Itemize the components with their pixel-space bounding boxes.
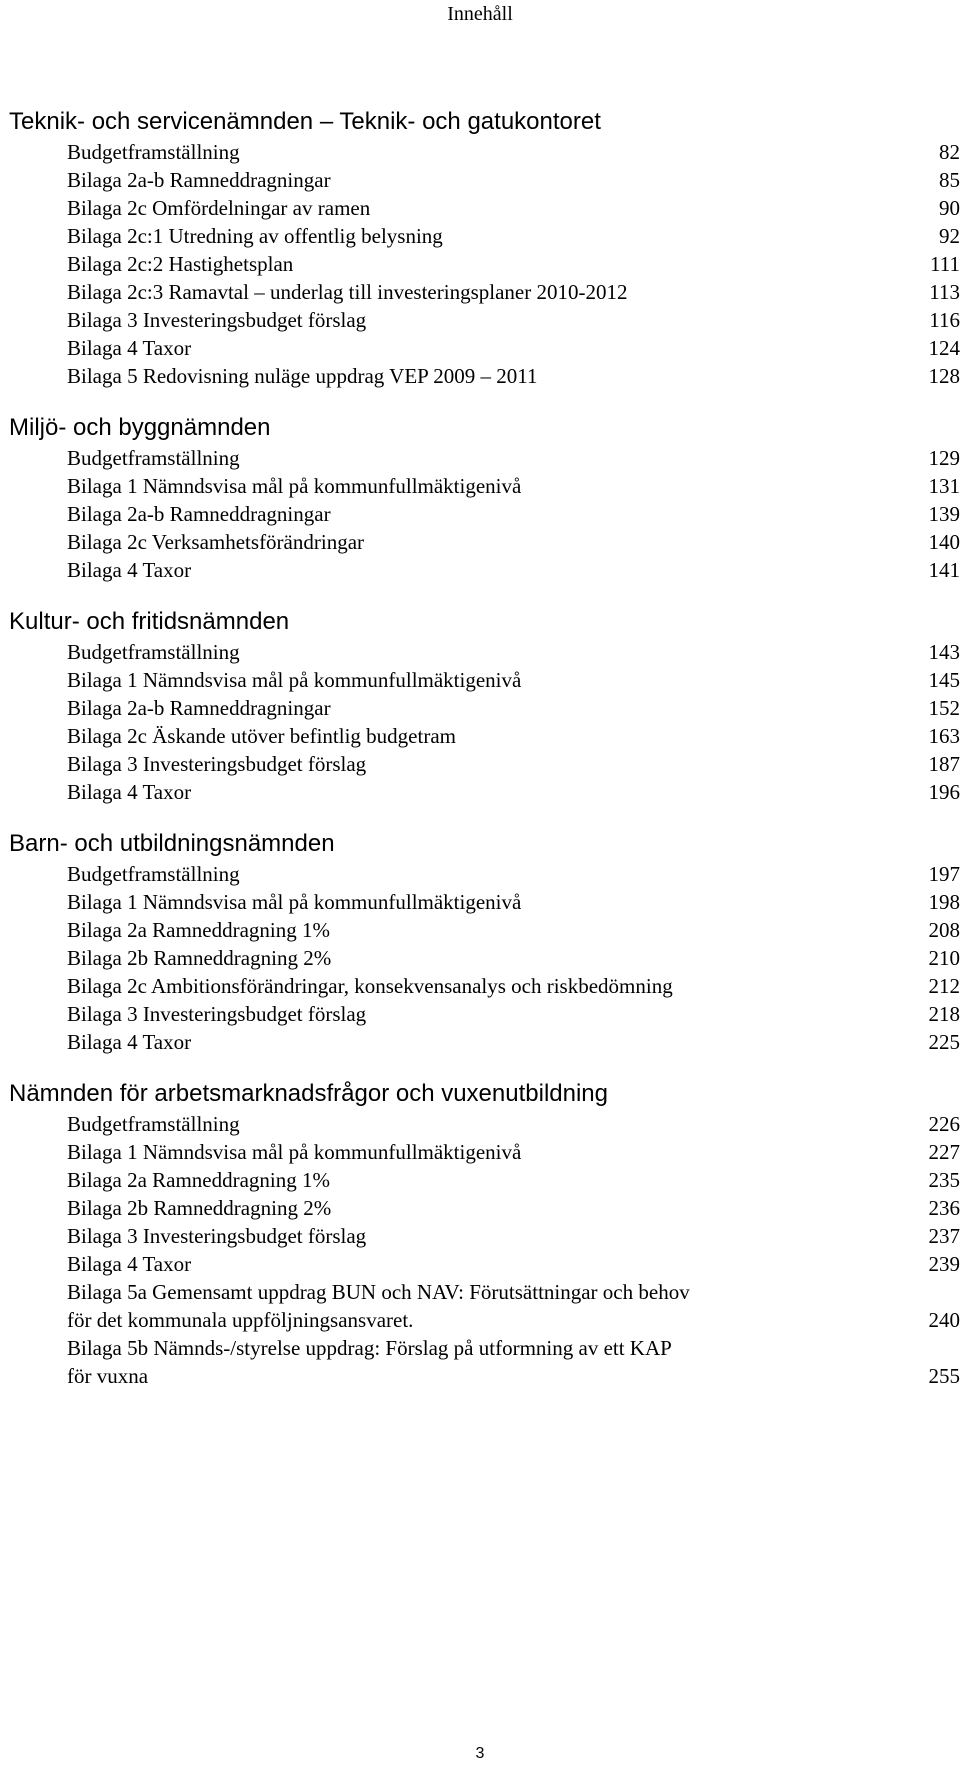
- toc-entry[interactable]: [9, 750, 960, 778]
- entry-page: 196: [928, 780, 960, 804]
- entry-page: 255: [928, 1364, 960, 1388]
- entry-title: Bilaga 4 Taxor: [67, 780, 192, 804]
- toc-entry[interactable]: [9, 278, 960, 306]
- entry-title: Budgetframställning: [67, 862, 240, 886]
- toc-section-arbetsmarknad: [9, 1078, 960, 1390]
- entry-list: [9, 444, 960, 584]
- entry-title: Budgetframställning: [67, 640, 240, 664]
- entry-page: 187: [928, 752, 960, 776]
- entry-title: Bilaga 2a-b Ramneddragningar: [67, 502, 331, 526]
- entry-title: Budgetframställning: [67, 446, 240, 470]
- entry-page: 237: [928, 1224, 960, 1248]
- entry-page: 227: [928, 1140, 960, 1164]
- toc-entry[interactable]: [9, 472, 960, 500]
- toc-entry[interactable]: [9, 916, 960, 944]
- entry-title: Budgetframställning: [67, 1112, 240, 1136]
- toc-entry[interactable]: [9, 1278, 960, 1334]
- toc-entry[interactable]: [9, 722, 960, 750]
- entry-title: Bilaga 4 Taxor: [67, 558, 192, 582]
- toc-entry[interactable]: [9, 1000, 960, 1028]
- entry-page: 90: [939, 196, 960, 220]
- entry-title: Bilaga 5b Nämnds-/styrelse uppdrag: Förslag på utformning av ett KAP för vuxna: [67, 1336, 672, 1388]
- toc-entry[interactable]: [9, 860, 960, 888]
- page-number: 3: [475, 1745, 485, 1762]
- entry-page: 92: [939, 224, 960, 248]
- entry-title: Bilaga 1 Nämndsvisa mål på kommunfullmäktigenivå: [67, 890, 522, 914]
- toc-entry[interactable]: [9, 334, 960, 362]
- entry-page: 129: [928, 446, 960, 470]
- page-header: Innehåll: [447, 3, 513, 25]
- toc-section-barn: [9, 828, 960, 1056]
- entry-page: 116: [929, 308, 960, 332]
- toc-entry[interactable]: [9, 1028, 960, 1056]
- toc-section-kultur: [9, 606, 960, 806]
- toc-entry[interactable]: [9, 1110, 960, 1138]
- entry-page: 208: [928, 918, 960, 942]
- entry-page: 85: [939, 168, 960, 192]
- entry-title: Bilaga 4 Taxor: [67, 1030, 192, 1054]
- entry-title: Bilaga 2b Ramneddragning 2%: [67, 1196, 332, 1220]
- toc-entry[interactable]: [9, 972, 960, 1000]
- entry-title: Bilaga 2c Ambitionsförändringar, konsekvensanalys och riskbedömning: [67, 974, 673, 998]
- entry-title: Bilaga 2a-b Ramneddragningar: [67, 168, 331, 192]
- entry-title: Bilaga 4 Taxor: [67, 1252, 192, 1276]
- toc-entry[interactable]: [9, 1138, 960, 1166]
- entry-title: Bilaga 2c:2 Hastighetsplan: [67, 252, 294, 276]
- entry-title: Bilaga 5 Redovisning nuläge uppdrag VEP 2009 – 2011: [67, 364, 538, 388]
- entry-page: 210: [928, 946, 960, 970]
- entry-title: Bilaga 2a Ramneddragning 1%: [67, 918, 331, 942]
- toc-entry[interactable]: [9, 638, 960, 666]
- section-title: Kultur- och fritidsnämnden: [9, 608, 290, 635]
- entry-page: 198: [928, 890, 960, 914]
- entry-page: 139: [928, 502, 960, 526]
- toc-entry[interactable]: [9, 222, 960, 250]
- toc-entry[interactable]: [9, 444, 960, 472]
- entry-page: 145: [928, 668, 960, 692]
- toc-entry[interactable]: [9, 1194, 960, 1222]
- section-title: Barn- och utbildningsnämnden: [9, 830, 335, 857]
- entry-title: Bilaga 3 Investeringsbudget förslag: [67, 308, 367, 332]
- toc-entry[interactable]: [9, 1334, 960, 1390]
- entry-page: 143: [928, 640, 960, 664]
- entry-title: Bilaga 4 Taxor: [67, 336, 192, 360]
- entry-page: 131: [928, 474, 960, 498]
- entry-title: Bilaga 2c Äskande utöver befintlig budgetram: [67, 724, 456, 748]
- toc-entry[interactable]: [9, 1222, 960, 1250]
- toc-entry[interactable]: [9, 944, 960, 972]
- entry-title: Bilaga 3 Investeringsbudget förslag: [67, 752, 367, 776]
- entry-page: 239: [928, 1252, 960, 1276]
- toc-entry[interactable]: [9, 138, 960, 166]
- entry-title: Bilaga 2b Ramneddragning 2%: [67, 946, 332, 970]
- entry-page: 124: [928, 336, 960, 360]
- entry-page: 226: [928, 1112, 960, 1136]
- toc-entry[interactable]: [9, 528, 960, 556]
- toc-entry[interactable]: [9, 500, 960, 528]
- entry-title: Bilaga 2a-b Ramneddragningar: [67, 696, 331, 720]
- entry-page: 113: [929, 280, 960, 304]
- toc-section-miljo: [9, 412, 960, 584]
- entry-title: Bilaga 2c Omfördelningar av ramen: [67, 196, 371, 220]
- table-of-contents: [9, 106, 960, 1390]
- entry-title: Budgetframställning: [67, 140, 240, 164]
- entry-page: 82: [939, 140, 960, 164]
- entry-title: Bilaga 1 Nämndsvisa mål på kommunfullmäktigenivå: [67, 1140, 522, 1164]
- entry-page: 236: [928, 1196, 960, 1220]
- entry-page: 212: [928, 974, 960, 998]
- entry-page: 140: [928, 530, 960, 554]
- section-title: Miljö- och byggnämnden: [9, 414, 271, 441]
- entry-title: Bilaga 1 Nämndsvisa mål på kommunfullmäktigenivå: [67, 668, 522, 692]
- toc-entry[interactable]: [9, 250, 960, 278]
- toc-entry[interactable]: [9, 194, 960, 222]
- entry-page: 141: [928, 558, 960, 582]
- entry-page: 240: [928, 1308, 960, 1332]
- entry-title: Bilaga 1 Nämndsvisa mål på kommunfullmäktigenivå: [67, 474, 522, 498]
- section-title: Nämnden för arbetsmarknadsfrågor och vuxenutbildning: [9, 1080, 609, 1107]
- toc-entry[interactable]: [9, 694, 960, 722]
- toc-entry[interactable]: [9, 556, 960, 584]
- entry-page: 235: [928, 1168, 960, 1192]
- toc-entry[interactable]: [9, 666, 960, 694]
- toc-entry[interactable]: [9, 1166, 960, 1194]
- entry-title: Bilaga 2c:3 Ramavtal – underlag till investeringsplaner 2010-2012: [67, 280, 628, 304]
- toc-section-teknik: [9, 106, 960, 390]
- section-title: Teknik- och servicenämnden – Teknik- och gatukontoret: [9, 108, 601, 135]
- entry-page: 225: [928, 1030, 960, 1054]
- toc-entry[interactable]: [9, 778, 960, 806]
- entry-list: [9, 860, 960, 1056]
- entry-page: 163: [928, 724, 960, 748]
- toc-entry[interactable]: [9, 888, 960, 916]
- toc-entry[interactable]: [9, 306, 960, 334]
- entry-page: 218: [928, 1002, 960, 1026]
- entry-page: 197: [928, 862, 960, 886]
- entry-title: Bilaga 5a Gemensamt uppdrag BUN och NAV: Förutsättningar och behov för det kommunala uppföljningsansvaret.: [67, 1280, 690, 1332]
- entry-list: [9, 1110, 960, 1390]
- entry-list: [9, 138, 960, 390]
- entry-list: [9, 638, 960, 806]
- entry-page: 111: [930, 252, 960, 276]
- entry-title: Bilaga 3 Investeringsbudget förslag: [67, 1002, 367, 1026]
- entry-title: Bilaga 3 Investeringsbudget förslag: [67, 1224, 367, 1248]
- toc-entry[interactable]: [9, 362, 960, 390]
- entry-page: 128: [928, 364, 960, 388]
- toc-entry[interactable]: [9, 1250, 960, 1278]
- entry-title: Bilaga 2c Verksamhetsförändringar: [67, 530, 365, 554]
- entry-title: Bilaga 2c:1 Utredning av offentlig belysning: [67, 224, 443, 248]
- entry-page: 152: [928, 696, 960, 720]
- entry-title: Bilaga 2a Ramneddragning 1%: [67, 1168, 331, 1192]
- toc-entry[interactable]: [9, 166, 960, 194]
